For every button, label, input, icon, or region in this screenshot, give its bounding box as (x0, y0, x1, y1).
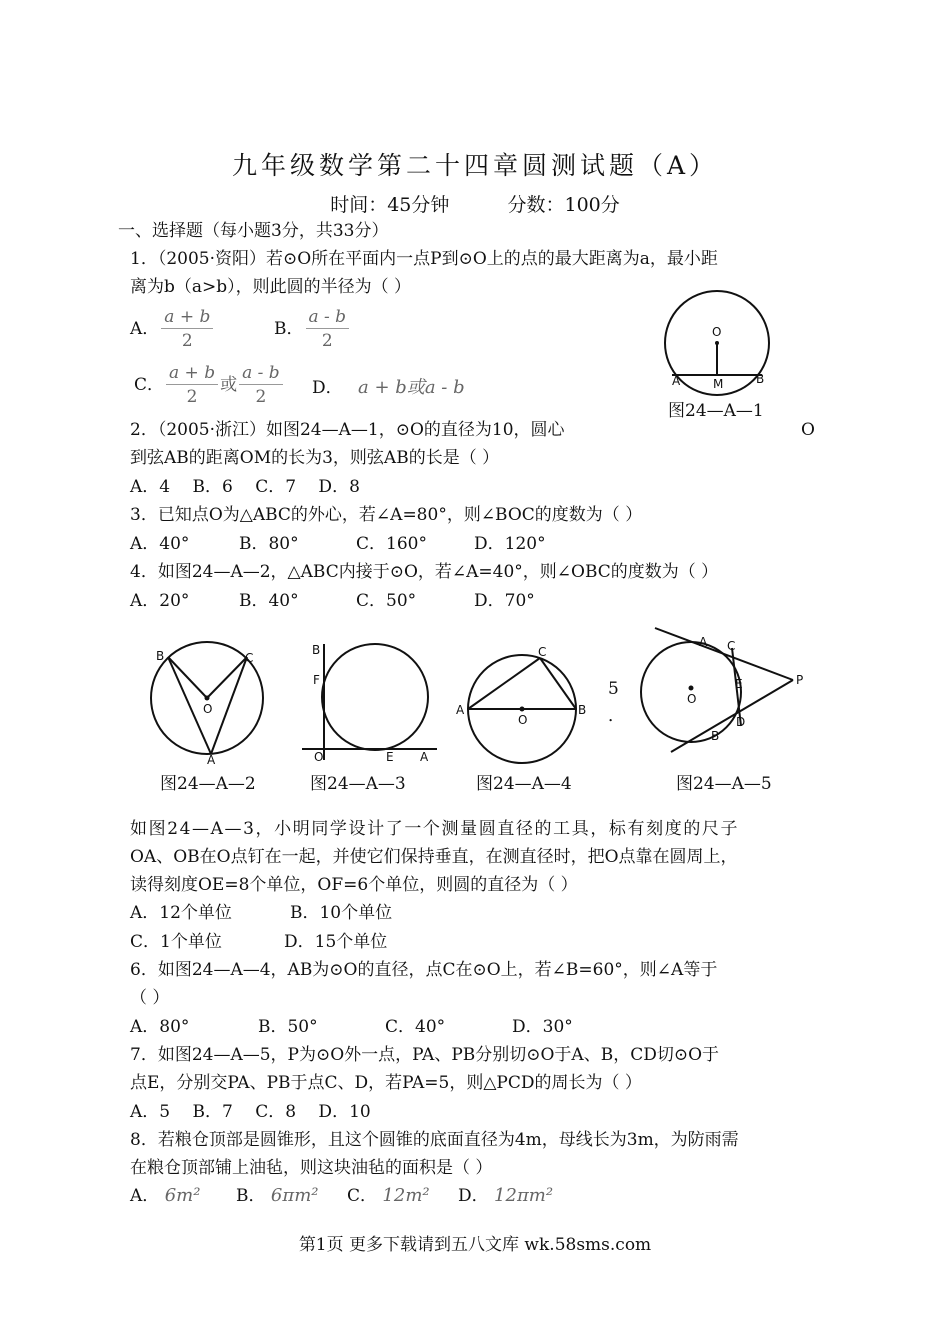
q5-line2: OA、OB在O点钉在一起，并使它们保持垂直，在测直径时，把O点靠在圆周上， (130, 847, 738, 867)
center-point (205, 696, 210, 701)
option-value: 12m² (382, 1185, 430, 1206)
q6-line2: （ ） (130, 988, 170, 1008)
label-o: O (518, 713, 528, 727)
denominator: 2 (255, 387, 267, 407)
label-o: O (314, 750, 324, 764)
segment-oc (207, 657, 247, 698)
label-o: O (687, 692, 697, 706)
q1-line1: 1．（2005·资阳）若⊙O所在平面内一点P到⊙O上的点的最大距离为a，最小距 (130, 249, 718, 269)
q4-option-a: A．20° (130, 591, 190, 611)
q3-option-c: C．160° (356, 534, 427, 554)
label-a: A (456, 703, 465, 717)
q2-options: A．4 B．6 C．7 D．8 (130, 477, 360, 497)
label-b: B (711, 729, 720, 743)
option-value: 12πm² (494, 1185, 554, 1206)
figure-caption-3: 图24—A—3 (310, 774, 406, 794)
label-b: B (578, 703, 587, 717)
label-c: C (727, 639, 736, 653)
label-e: E (735, 677, 743, 691)
q4-option-b: B．40° (239, 591, 299, 611)
q2-line2: 到弦AB的距离OM的长为3，则弦AB的长是（ ） (130, 448, 500, 468)
figure-caption-1: 图24—A—1 (668, 401, 764, 421)
q6-line1: 6．如图24—A—4，AB为⊙O的直径，点C在⊙O上，若∠B=60°，则∠A等于 (130, 960, 718, 980)
label-b: B (312, 643, 321, 657)
chord-ac (468, 658, 540, 709)
q8-option-d (458, 1182, 553, 1210)
fraction (161, 306, 213, 353)
option-label: B． (236, 1186, 266, 1206)
circle (322, 644, 428, 750)
label-e: E (386, 750, 394, 764)
label-a: A (699, 635, 708, 649)
figure-24-a-5 (635, 626, 825, 771)
q1-option-d (312, 374, 465, 402)
label-f: F (313, 673, 320, 687)
label-c: C (538, 645, 547, 659)
figure-caption-5: 图24—A—5 (676, 774, 772, 794)
q1-option-c (134, 362, 285, 409)
or-text: 或 (220, 375, 238, 395)
exam-info (0, 190, 950, 217)
q3-option-a: A．40° (130, 534, 190, 554)
denominator: 2 (321, 331, 333, 351)
center-point (520, 707, 525, 712)
figure-24-a-1 (650, 290, 790, 400)
time-info: 时间：45分钟 (330, 194, 450, 216)
q6-option-c: C．40° (385, 1017, 446, 1037)
label-b: B (756, 372, 765, 386)
figure-24-a-3 (300, 640, 440, 765)
option-label: D． (312, 378, 343, 398)
numerator: a + b (166, 362, 218, 385)
q4-option-c: C．50° (356, 591, 417, 611)
figure-caption-2: 图24—A—2 (160, 774, 256, 794)
segment-ob (168, 657, 207, 698)
fraction (239, 362, 283, 409)
q8-line1: 8．若粮仓顶部是圆锥形，且这个圆锥的底面直径为4m，母线长为3m，为防雨需 (130, 1130, 739, 1150)
section-heading: 一、选择题（每小题3分，共33分） (118, 221, 389, 241)
q2-line1-tail: O (801, 420, 815, 440)
center-point (715, 341, 719, 345)
label-b: B (156, 649, 165, 663)
q2-line1: 2．（2005·浙江）如图24—A—1，⊙O的直径为10，圆心 (130, 420, 565, 440)
denominator: 2 (186, 387, 198, 407)
numerator: a - b (239, 362, 283, 385)
q4-line1: 4．如图24—A—2，△ABC内接于⊙O，若∠A=40°，则∠OBC的度数为（ ） (130, 562, 719, 582)
q5-line3: 读得刻度OE=8个单位，OF=6个单位，则圆的直径为（ ） (130, 875, 578, 895)
label-c: C (245, 651, 254, 665)
q5-number: 5 (608, 679, 619, 699)
segment-ac (211, 657, 247, 754)
q3-option-b: B．80° (239, 534, 299, 554)
option-label: A． (130, 319, 160, 339)
q8-line2: 在粮仓顶部铺上油毡，则这块油毡的面积是（ ） (130, 1158, 493, 1178)
page-footer: 第1页 更多下载请到五八文库 wk.58sms.com (298, 1235, 652, 1255)
option-label: C． (134, 375, 165, 395)
label-p: P (796, 673, 804, 687)
q8-option-c (347, 1182, 430, 1210)
q7-options: A．5 B．7 C．8 D．10 (130, 1102, 371, 1122)
numerator: a + b (161, 306, 213, 329)
q5-option-c: C．1个单位 (130, 932, 222, 952)
label-o: O (712, 325, 722, 339)
score-info: 分数：100分 (507, 194, 620, 216)
q5-option-d: D．15个单位 (284, 932, 388, 952)
q3-line1: 3．已知点O为△ABC的外心，若∠A=80°，则∠BOC的度数为（ ） (130, 505, 643, 525)
q6-option-a: A．80° (130, 1017, 190, 1037)
fraction (166, 362, 218, 409)
denominator: 2 (181, 331, 193, 351)
q1-option-b (274, 306, 351, 353)
option-label: D． (458, 1186, 489, 1206)
q5-option-b: B．10个单位 (290, 903, 393, 923)
q1-option-a (130, 306, 215, 353)
page-title: 九年级数学第二十四章圆测试题（A） (231, 151, 719, 180)
tangent-pb (671, 680, 793, 752)
label-a: A (672, 374, 681, 388)
figure-24-a-2 (145, 640, 275, 765)
option-value: a + b或a - b (358, 377, 465, 398)
center-point (689, 686, 694, 691)
q6-option-b: B．50° (258, 1017, 318, 1037)
q4-option-d: D．70° (474, 591, 535, 611)
q5-number-dot: ． (608, 706, 625, 726)
q7-line1: 7．如图24—A—5，P为⊙O外一点，PA、PB分别切⊙O于A、B，CD切⊙O于 (130, 1045, 720, 1065)
q6-option-d: D．30° (512, 1017, 573, 1037)
figure-24-a-4 (452, 640, 592, 765)
q8-option-b (236, 1182, 318, 1210)
q1-line2: 离为b（a>b），则此圆的半径为（ ） (130, 277, 412, 297)
label-d: D (736, 715, 746, 729)
q8-option-a (130, 1182, 200, 1210)
label-a: A (420, 750, 429, 764)
q7-line2: 点E，分别交PA、PB于点C、D，若PA=5，则△PCD的周长为（ ） (130, 1073, 642, 1093)
numerator: a - b (306, 306, 350, 329)
tangent-pa (655, 628, 793, 680)
option-value: 6m² (164, 1185, 201, 1206)
label-m: M (713, 377, 724, 391)
option-label: C． (347, 1186, 378, 1206)
label-o: O (203, 702, 213, 716)
option-label: A． (130, 1186, 160, 1206)
q5-line1: 如图24—A—3，小明同学设计了一个测量圆直径的工具，标有刻度的尺子 (130, 819, 740, 839)
fraction (306, 306, 350, 353)
figure-caption-4: 图24—A—4 (476, 774, 572, 794)
label-a: A (207, 753, 216, 765)
q3-option-d: D．120° (474, 534, 546, 554)
option-label: B． (274, 319, 304, 339)
option-value: 6πm² (270, 1185, 319, 1206)
q5-option-a: A．12个单位 (130, 903, 232, 923)
